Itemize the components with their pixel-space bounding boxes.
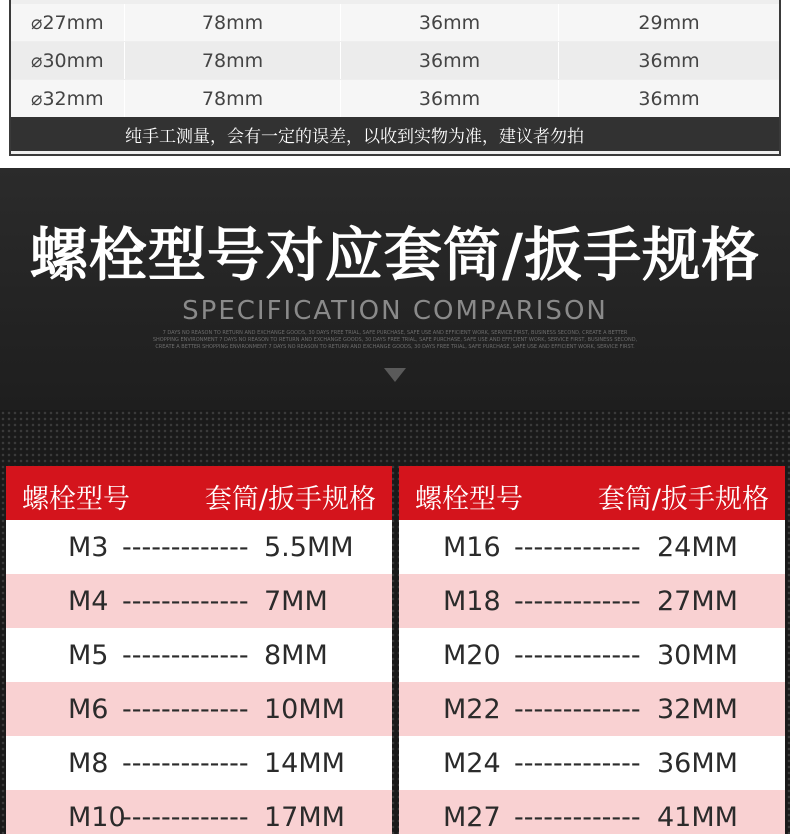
spec-row	[399, 520, 785, 574]
bolt-size: M10	[68, 801, 126, 833]
banner-fine-print: 7 DAYS NO REASON TO RETURN AND EXCHANGE GOODS, 30 DAYS FREE TRIAL, SAFE PURCHASE, SAFE USE AND EFFICIENT WORK, SERVICE FIRST, BUSINESS SECOND, CREATE A BETTER SHOPPING ENVIRONMENT 7 DAYS NO REASON TO RETURN AND EXCHANGE GOODS, 30 DAYS FREE TRIAL, SAFE PURCHASE, SAFE USE AND EFFICIENT WORK, SERVICE FIRST, BUSINESS SECOND, CREATE A BETTER SHOPPING ENVIRONMENT 7 DAYS NO REASON TO RETURN AND EXCHANGE GOODS, 30 DAYS FREE TRIAL, SAFE PURCHASE, SAFE USE AND EFFICIENT WORK, SERVICE FIRST.	[152, 330, 638, 350]
bolt-size: M4	[68, 585, 109, 617]
diameter-cell: ⌀30mm	[11, 42, 125, 79]
row-dash: -------------	[122, 639, 249, 671]
row-dash: -------------	[514, 585, 641, 617]
row-dash: -------------	[122, 585, 249, 617]
row-dash: -------------	[514, 747, 641, 779]
spec-row	[399, 736, 785, 790]
spec-row	[399, 574, 785, 628]
socket-size: 14MM	[264, 747, 345, 779]
spec-row	[6, 736, 392, 790]
table-row	[11, 42, 779, 79]
socket-size: 24MM	[657, 531, 738, 563]
socket-size: 36MM	[657, 747, 738, 779]
measurement-note: 纯手工测量，会有一定的误差，以收到实物为准，建议者勿拍	[11, 117, 779, 151]
row-dash: -------------	[122, 747, 249, 779]
depth-cell: 36mm	[341, 42, 559, 79]
row-dash: -------------	[514, 531, 641, 563]
bolt-size: M22	[443, 693, 501, 725]
diameter-cell: ⌀27mm	[11, 4, 125, 41]
socket-cell: 36mm	[559, 80, 779, 117]
length-cell: 78mm	[125, 80, 341, 117]
banner-title: 螺栓型号对应套筒/扳手规格	[29, 221, 761, 289]
socket-size: 30MM	[657, 639, 738, 671]
bolt-size: M24	[443, 747, 501, 779]
row-dash: -------------	[122, 531, 249, 563]
depth-cell: 36mm	[341, 4, 559, 41]
bolt-size: M20	[443, 639, 501, 671]
socket-size: 32MM	[657, 693, 738, 725]
socket-size: 41MM	[657, 801, 738, 833]
diameter-cell: ⌀32mm	[11, 80, 125, 117]
spec-card-right	[399, 466, 785, 834]
spec-row	[399, 628, 785, 682]
socket-cell: 36mm	[559, 42, 779, 79]
spec-row	[6, 790, 392, 834]
bolt-size: M8	[68, 747, 109, 779]
dimension-table	[9, 0, 781, 156]
spec-row	[6, 520, 392, 574]
header-bolt-label: 螺栓型号	[415, 484, 523, 515]
table-row	[11, 4, 779, 41]
dimension-section	[0, 0, 790, 168]
socket-size: 7MM	[264, 585, 328, 617]
socket-cell: 29mm	[559, 4, 779, 41]
header-bolt-label: 螺栓型号	[22, 484, 130, 515]
spec-row	[399, 790, 785, 834]
banner-subtitle: SPECIFICATION COMPARISON	[182, 296, 608, 326]
spec-row	[6, 628, 392, 682]
bolt-size: M5	[68, 639, 109, 671]
socket-size: 27MM	[657, 585, 738, 617]
socket-size: 17MM	[264, 801, 345, 833]
row-dash: -------------	[514, 639, 641, 671]
bolt-size: M27	[443, 801, 501, 833]
bolt-size: M16	[443, 531, 501, 563]
length-cell: 78mm	[125, 4, 341, 41]
socket-size: 8MM	[264, 639, 328, 671]
table-row	[11, 80, 779, 117]
length-cell: 78mm	[125, 42, 341, 79]
spec-row	[6, 574, 392, 628]
socket-size: 5.5MM	[264, 531, 354, 563]
bolt-size: M3	[68, 531, 109, 563]
card-header	[6, 466, 392, 520]
bolt-size: M18	[443, 585, 501, 617]
spec-card-left	[6, 466, 392, 834]
header-size-label: 套筒/扳手规格	[597, 484, 769, 515]
spec-row	[6, 682, 392, 736]
socket-size: 10MM	[264, 693, 345, 725]
section-banner	[0, 168, 790, 410]
depth-cell: 36mm	[341, 80, 559, 117]
row-dash: -------------	[122, 801, 249, 833]
bolt-size: M6	[68, 693, 109, 725]
row-dash: -------------	[514, 801, 641, 833]
header-size-label: 套筒/扳手规格	[204, 484, 376, 515]
row-dash: -------------	[122, 693, 249, 725]
spec-row	[399, 682, 785, 736]
chevron-down-icon	[384, 368, 406, 382]
row-dash: -------------	[514, 693, 641, 725]
card-header	[399, 466, 785, 520]
